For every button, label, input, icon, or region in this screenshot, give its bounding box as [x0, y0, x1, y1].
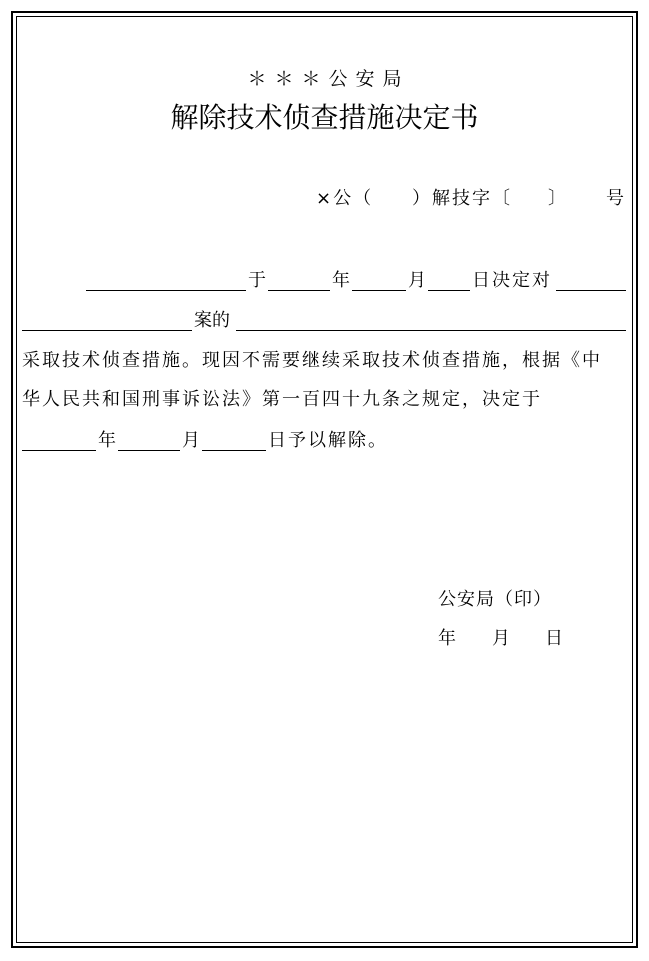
blank-year-line[interactable] [268, 290, 330, 291]
blank-month-line[interactable] [352, 290, 406, 291]
text-yue2: 月 [182, 430, 200, 451]
blank-release-day-line[interactable] [202, 450, 266, 451]
text-nian: 年 [332, 270, 350, 291]
blank-person-line-cont[interactable] [22, 330, 192, 331]
text-ri-release: 日予以解除。 [268, 430, 388, 451]
doc-number-suffix: 号 [606, 188, 624, 209]
signature-month: 月 [492, 628, 510, 649]
signature-org-seal: 公安局（印） [438, 589, 552, 610]
text-ri-decide: 日决定对 [472, 270, 552, 291]
doc-number-bracket-close: 〕 [548, 188, 566, 209]
signature-year: 年 [438, 628, 456, 649]
doc-number-middle: ）解技字〔 [412, 188, 512, 209]
blank-case-line[interactable] [236, 330, 626, 331]
body-text-line4: 华人民共和国刑事诉讼法》第一百四十九条之规定，决定于 [22, 389, 542, 410]
blank-person-line[interactable] [556, 290, 626, 291]
blank-subject-line[interactable] [86, 290, 246, 291]
document-inner-border [16, 16, 633, 943]
blank-day-line[interactable] [428, 290, 470, 291]
agency-name: ＊＊＊公安局 [247, 68, 410, 90]
doc-number-prefix: ×公（ [316, 188, 374, 209]
signature-day: 日 [545, 628, 563, 649]
text-yu: 于 [248, 270, 266, 291]
blank-release-month-line[interactable] [118, 450, 180, 451]
body-text-line3: 采取技术侦查措施。现因不需要继续采取技术侦查措施，根据《中 [22, 350, 602, 371]
text-yue: 月 [408, 270, 426, 291]
text-nian2: 年 [98, 430, 116, 451]
text-an-de: 案的 [194, 310, 230, 331]
document-title: 解除技术侦查措施决定书 [170, 101, 479, 134]
blank-release-year-line[interactable] [22, 450, 96, 451]
